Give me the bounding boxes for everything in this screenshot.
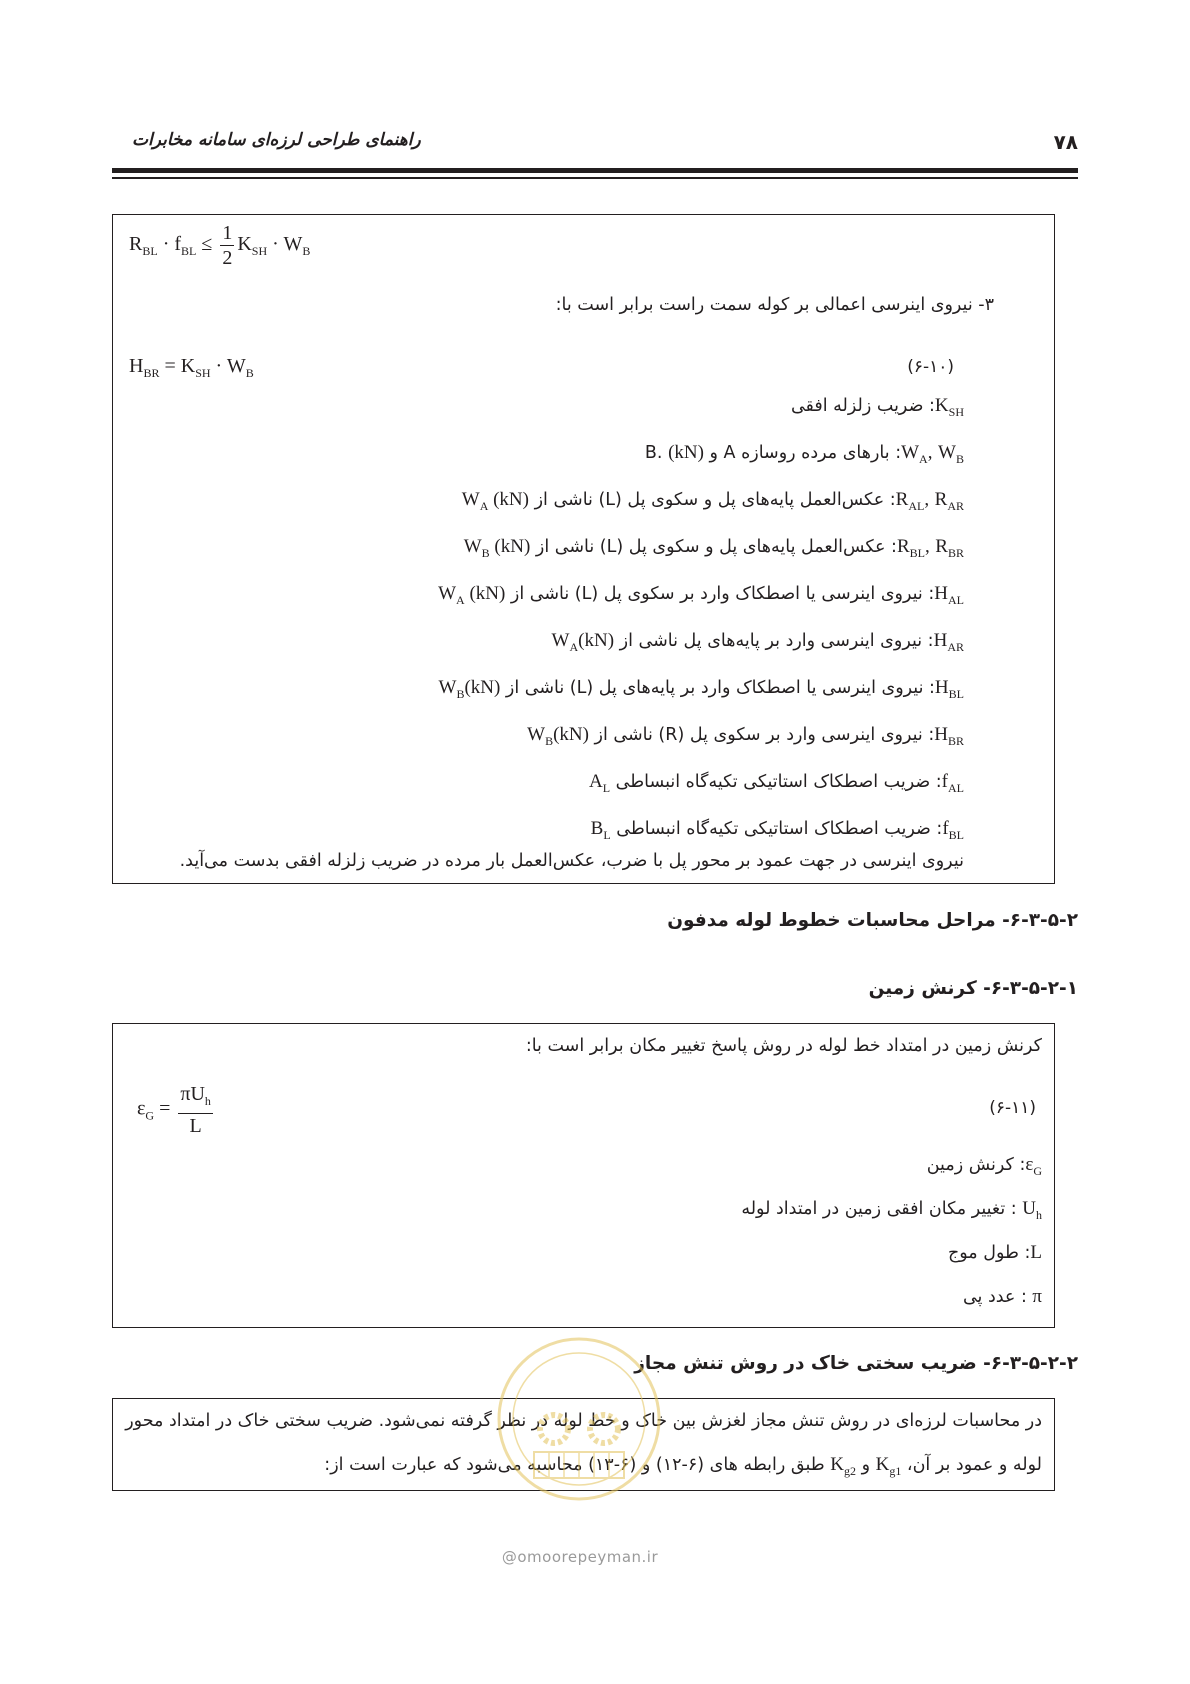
definition-source: $W_B(kN)$ (438, 677, 501, 701)
formula-ground-strain: $\varepsilon_G$ = $\frac{\pi U_h}{L}$ (137, 1083, 211, 1137)
definition-item: L: طول موج (947, 1242, 1042, 1263)
formula-rbl: $R_{BL} \cdot f_{BL}$ ≤ $\frac{1}{2}$ $K_{SH} \cdot W_B$ (129, 222, 311, 269)
definition-source: $W_A(kN)$ (551, 630, 615, 654)
definition-item: $\varepsilon_G$: کرنش زمین (926, 1154, 1042, 1178)
paragraph-line-1: در محاسبات لرزه‌ای در روش تنش مجاز لغزش بین خاک و خط لوله در نظر گرفته نمی‌شود. ضریب سختی خاک در امتداد محور (125, 1411, 1042, 1431)
ground-strain-box (112, 1023, 1055, 1328)
definition-symbol: $W_A$, (901, 442, 933, 466)
definition-source: $W_A$ (kN) (461, 489, 529, 513)
definition-item: $H_{BL}$: نیروی اینرسی یا اصطکاک وارد بر پایه‌های پل (L) ناشی از $W_B(kN)$ (438, 677, 964, 701)
definition-symbol: $K_{SH}$ (934, 395, 964, 419)
definition-symbol: $U_h$ (1022, 1198, 1042, 1222)
definition-source: $W_B(kN)$ (527, 724, 589, 748)
definition-item: $f_{BL}$: ضریب اصطکاک استاتیکی تکیه‌گاه انبساطی $B_L$ (590, 818, 964, 842)
fraction-half: $\frac{1}{2}$ (222, 222, 233, 269)
watermark-site: @omoorepeyman.ir (501, 1548, 659, 1566)
definition-item: $R_{AL}$, $R_{AR}$: عکس‌العمل پایه‌های پل و سکوی پل (L) ناشی از $W_A$ (kN) (461, 489, 964, 513)
subsection-heading: ۶-۳-۵-۲-۲- ضریب سختی خاک در روش تنش مجاز (634, 1353, 1078, 1374)
formula-hbr: $H_{BR} = K_{SH} \cdot W_B$ (129, 355, 254, 380)
definition-symbol: $\varepsilon_G$ (1025, 1154, 1042, 1178)
definition-source: $W_B$ (kN) (463, 536, 531, 560)
subsection-heading: ۶-۳-۵-۲-۱- کرنش زمین (868, 978, 1078, 999)
definition-item: $H_{AR}$: نیروی اینرسی وارد بر پایه‌های پل ناشی از $W_A(kN)$ (551, 630, 964, 654)
closing-sentence: نیروی اینرسی در جهت عمود بر محور پل با ضرب، عکس‌العمل بار مرده در ضریب زلزله افقی بدست می‌آید. (179, 851, 964, 871)
definition-item: $H_{BR}$: نیروی اینرسی وارد بر سکوی پل (R) ناشی از $W_B(kN)$ (527, 724, 964, 748)
definition-source: (kN) (668, 442, 704, 463)
definition-symbol: $H_{BL}$ (934, 677, 964, 701)
equation-number: (۶-۱۰) (907, 357, 954, 377)
definition-source: $W_A$ (kN) (438, 583, 506, 607)
definition-symbol: $R_{BR}$ (935, 536, 964, 560)
fraction-strain: $\frac{\pi U_h}{L}$ (180, 1083, 211, 1137)
watermark-seal (494, 1334, 664, 1504)
header-rule-thin (112, 177, 1078, 179)
definition-symbol: $H_{AL}$ (934, 583, 964, 607)
definition-item: $H_{AL}$: نیروی اینرسی یا اصطکاک وارد بر سکوی پل (L) ناشی از $W_A$ (kN) (438, 583, 964, 607)
page-number: ۷۸ (1053, 130, 1078, 154)
definition-symbol: $R_{BL}$, (896, 536, 930, 560)
definition-item: $K_{SH}$: ضریب زلزله افقی (790, 395, 964, 419)
definition-source: $B_L$ (590, 818, 611, 842)
header-rule (112, 168, 1078, 173)
running-title: راهنمای طراحی لرزه‌ای سامانه مخابرات (132, 130, 421, 150)
definition-symbol: $f_{BL}$ (942, 818, 964, 842)
intro-text: کرنش زمین در امتداد خط لوله در روش پاسخ تغییر مکان برابر است با: (525, 1036, 1042, 1056)
definition-symbol: $R_{AL}$, (895, 489, 930, 513)
definition-symbol: π (1032, 1286, 1042, 1307)
definition-source: $A_L$ (588, 771, 611, 795)
equation-number: (۶-۱۱) (989, 1098, 1036, 1118)
definition-symbol: $R_{AR}$ (934, 489, 964, 513)
bridge-formula-box (112, 214, 1055, 884)
paragraph-line-2: لوله و عمود بر آن، $K_{g1}$ و $K_{g2}$ طبق رابطه های (۶-۱۲) و (۶-۱۳) محاسبه می‌شود که عبارت است از: (324, 1454, 1042, 1478)
definition-item: $R_{BL}$, $R_{BR}$: عکس‌العمل پایه‌های پل و سکوی پل (L) ناشی از $W_B$ (kN) (463, 536, 964, 560)
definition-symbol: L (1030, 1242, 1042, 1263)
page-header (112, 130, 1078, 170)
definition-item: $f_{AL}$: ضریب اصطکاک استاتیکی تکیه‌گاه انبساطی $A_L$ (588, 771, 964, 795)
section-heading: ۶-۳-۵-۲- مراحل محاسبات خطوط لوله مدفون (667, 910, 1078, 931)
definition-symbol: $W_B$ (938, 442, 964, 466)
definition-symbol: $H_{AR}$ (933, 630, 964, 654)
definition-item: $W_A$, $W_B$: بارهای مرده روسازه A و B. (kN) (644, 442, 964, 466)
definition-item: π : عدد پی (962, 1286, 1042, 1307)
definition-symbol: $f_{AL}$ (941, 771, 964, 795)
definition-symbol: $H_{BR}$ (934, 724, 964, 748)
definition-item: $U_h$ : تغییر مکان افقی زمین در امتداد لوله (741, 1198, 1042, 1222)
item-3-text: ۳- نیروی اینرسی اعمالی بر کوله سمت راست برابر است با: (555, 295, 994, 315)
